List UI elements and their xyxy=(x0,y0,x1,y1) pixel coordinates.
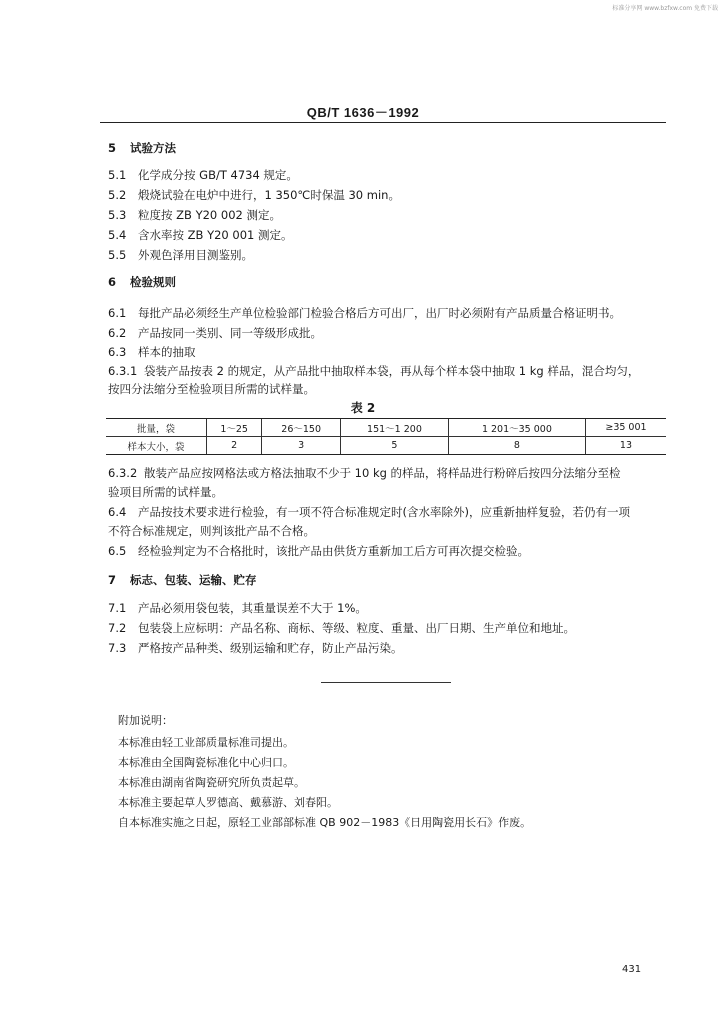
table-cell: ≥35 001 xyxy=(585,419,666,437)
watermark: 标准分享网 www.bzfxw.com 免费下载 xyxy=(612,5,718,12)
section-7-heading: 7 标志、包装、运输、贮存 xyxy=(108,573,257,587)
end-rule xyxy=(321,682,451,683)
clause-6-5: 6.5 经检验判定为不合格批时，该批产品由供货方重新加工后方可再次提交检验。 xyxy=(108,544,529,558)
notes-line: 本标准主要起草人罗德高、戴慕游、刘春阳。 xyxy=(118,796,338,809)
clause-5-2: 5.2 煅烧试验在电炉中进行，1 350℃时保温 30 min。 xyxy=(108,188,400,202)
table-cell: 26～150 xyxy=(262,419,341,437)
table-row xyxy=(106,437,666,455)
clause-6-1: 6.1 每批产品必须经生产单位检验部门检验合格后方可出厂，出厂时必须附有产品质量合格证明书。 xyxy=(108,306,621,320)
header-rule xyxy=(100,122,666,123)
table-cell: 8 xyxy=(448,437,585,455)
table-cell: 3 xyxy=(262,437,341,455)
clause-5-4: 5.4 含水率按 ZB Y20 001 测定。 xyxy=(108,228,293,242)
standard-header: QB/T 1636－1992 xyxy=(306,105,420,120)
clause-5-1: 5.1 化学成分按 GB/T 4734 规定。 xyxy=(108,168,298,182)
section-6-heading: 6 检验规则 xyxy=(108,275,176,289)
clause-6-4-continuation: 不符合标准规定，则判该批产品不合格。 xyxy=(108,524,315,538)
clause-6-4: 6.4 产品按技术要求进行检验，有一项不符合标准规定时(含水率除外)，应重新抽样复验，若仍有一项 xyxy=(108,505,630,519)
notes-line: 本标准由全国陶瓷标准化中心归口。 xyxy=(118,756,294,769)
table-cell: 5 xyxy=(341,437,449,455)
clause-7-1: 7.1 产品必须用袋包装，其重量误差不大于 1%。 xyxy=(108,601,367,615)
notes-line: 本标准由湖南省陶瓷研究所负责起草。 xyxy=(118,776,305,789)
table-cell: 2 xyxy=(207,437,262,455)
table-cell: 1～25 xyxy=(207,419,262,437)
clause-6-3: 6.3 样本的抽取 xyxy=(108,345,196,359)
notes-line: 本标准由轻工业部质量标准司提出。 xyxy=(118,736,294,749)
clause-6-3-1: 6.3.1 袋装产品按表 2 的规定，从产品批中抽取样本袋，再从每个样本袋中抽取 1 kg 样品，混合均匀， xyxy=(108,364,640,378)
clause-6-3-2-continuation: 验项目所需的试样量。 xyxy=(108,485,223,499)
clause-5-5: 5.5 外观色泽用目测鉴别。 xyxy=(108,248,253,262)
table-cell: 批量，袋 xyxy=(106,419,207,437)
notes-title: 附加说明： xyxy=(118,714,173,727)
table-row xyxy=(106,419,666,437)
table-cell: 13 xyxy=(585,437,666,455)
table-title: 表 2 xyxy=(350,401,376,415)
sampling-table xyxy=(106,418,666,455)
section-title: 试验方法 xyxy=(130,141,176,155)
page-number: 431 xyxy=(622,964,642,975)
table-cell: 1 201～35 000 xyxy=(448,419,585,437)
clause-6-3-1-continuation: 按四分法缩分至检验项目所需的试样量。 xyxy=(108,382,315,396)
clause-5-3: 5.3 粒度按 ZB Y20 002 测定。 xyxy=(108,208,281,222)
clause-6-3-2: 6.3.2 散装产品应按网格法或方格法抽取不少于 10 kg 的样品，将样品进行粉碎后按四分法缩分至检 xyxy=(108,466,621,480)
section-number: 5 xyxy=(108,141,117,155)
clause-7-2: 7.2 包装袋上应标明：产品名称、商标、等级、粒度、重量、出厂日期、生产单位和地址。 xyxy=(108,621,575,635)
table-cell: 样本大小，袋 xyxy=(106,437,207,455)
notes-line: 自本标准实施之日起，原轻工业部部标准 QB 902－1983《日用陶瓷用长石》作废。 xyxy=(118,816,532,829)
clause-6-2: 6.2 产品按同一类别、同一等级形成批。 xyxy=(108,326,322,340)
clause-7-3: 7.3 严格按产品种类、级别运输和贮存，防止产品污染。 xyxy=(108,641,403,655)
section-5-heading xyxy=(108,139,176,157)
table-cell: 151～1 200 xyxy=(341,419,449,437)
